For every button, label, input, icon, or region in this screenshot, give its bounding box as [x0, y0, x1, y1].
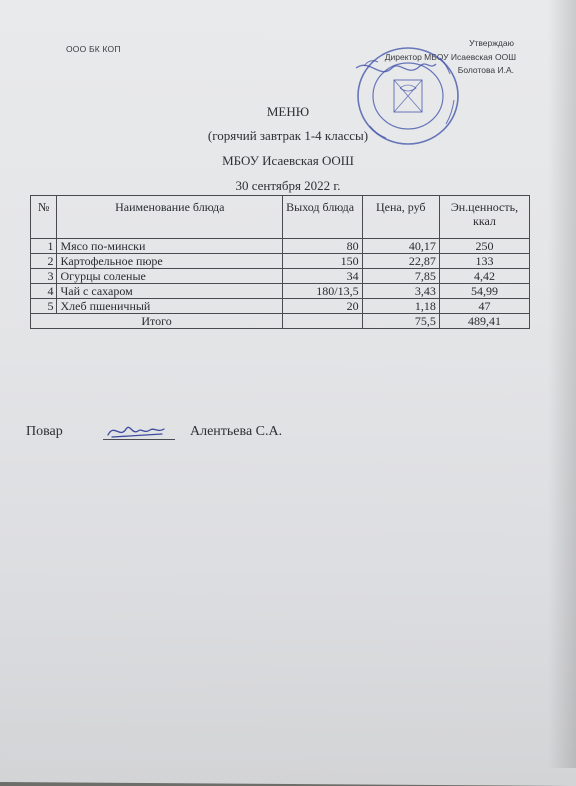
approval-line-3: Болотова И.А.: [457, 65, 514, 75]
dish-name: Картофельное пюре: [57, 254, 283, 269]
dish-price: 7,85: [362, 269, 439, 284]
dish-output: 150: [283, 254, 362, 269]
dish-energy: 4,42: [439, 269, 529, 284]
dish-name: Хлеб пшеничный: [57, 299, 283, 314]
table-header-row: [31, 196, 530, 239]
dish-output: 180/13,5: [283, 284, 362, 299]
cook-label: Повар: [26, 424, 63, 439]
dish-price: 3,43: [362, 284, 439, 299]
approval-line-2: Директор МБОУ Исаевская ООШ: [384, 52, 516, 62]
column-header-output: Выход блюда: [283, 196, 362, 239]
total-output: [283, 314, 362, 329]
table-row: [31, 299, 530, 314]
organization-label: ООО БК КОП: [66, 44, 121, 54]
row-number: 2: [31, 254, 57, 269]
column-header-price: Цена, руб: [362, 196, 439, 239]
cook-name: Алентьева С.А.: [190, 424, 283, 439]
column-header-number: №: [31, 196, 57, 239]
dish-price: 1,18: [362, 299, 439, 314]
menu-subtitle: (горячий завтрак 1-4 классы): [207, 128, 369, 143]
column-header-dish: Наименование блюда: [57, 196, 283, 239]
total-row: [31, 314, 530, 329]
table-row: [31, 254, 530, 269]
cook-signature-icon: [104, 419, 168, 441]
column-header-energy: Эн.ценность, ккал: [439, 196, 529, 239]
total-label: Итого: [31, 314, 283, 329]
dish-output: 20: [283, 299, 362, 314]
school-name: МБОУ Исаевская ООШ: [222, 153, 354, 168]
dish-name: Огурцы соленые: [57, 269, 283, 284]
dish-energy: 47: [439, 299, 529, 314]
menu-title: МЕНЮ: [266, 104, 310, 119]
approval-line-1: Утверждаю: [469, 38, 514, 48]
dish-energy: 133: [439, 254, 529, 269]
row-number: 3: [31, 269, 57, 284]
table-row: [31, 284, 530, 299]
row-number: 1: [31, 239, 57, 254]
dish-energy: 54,99: [439, 284, 529, 299]
table-row: [31, 269, 530, 284]
table-row: [31, 239, 530, 254]
dish-name: Мясо по-мински: [57, 239, 283, 254]
dish-energy: 250: [439, 239, 529, 254]
total-energy: 489,41: [439, 314, 529, 329]
total-price: 75,5: [362, 314, 439, 329]
menu-table: [30, 195, 530, 329]
dish-output: 80: [283, 239, 362, 254]
dish-price: 22,87: [362, 254, 439, 269]
dish-name: Чай с сахаром: [57, 284, 283, 299]
menu-date: 30 сентября 2022 г.: [235, 178, 341, 193]
dish-price: 40,17: [362, 239, 439, 254]
row-number: 4: [31, 284, 57, 299]
dish-output: 34: [283, 269, 362, 284]
row-number: 5: [31, 299, 57, 314]
